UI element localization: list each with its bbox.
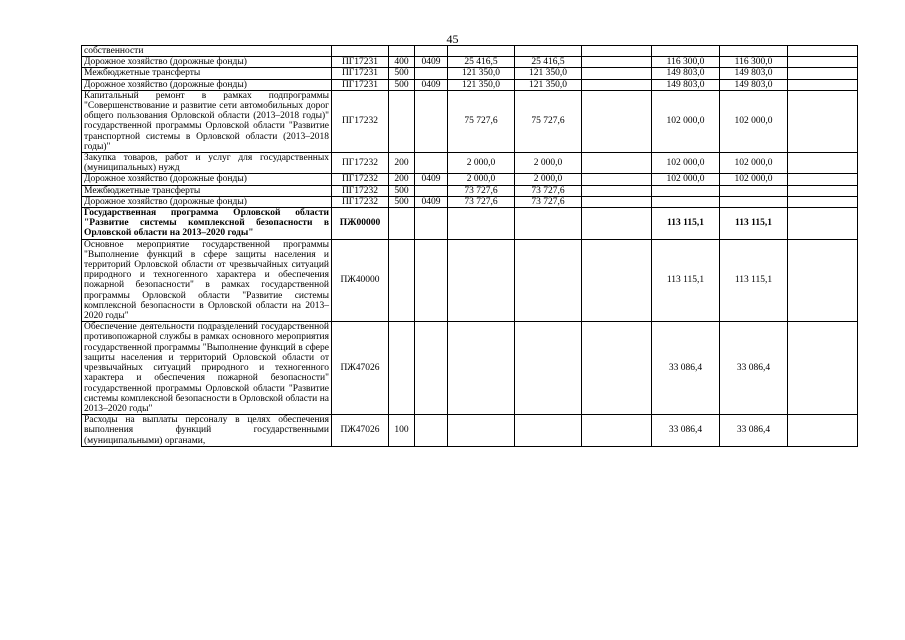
- row-amount-4: 102 000,0: [652, 90, 720, 152]
- row-expense-type: 400: [389, 57, 415, 68]
- row-target-code: ПГ17232: [332, 153, 389, 174]
- row-amount-5: 102 000,0: [720, 174, 788, 185]
- row-amount-2: [515, 415, 582, 447]
- row-amount-6: [788, 57, 858, 68]
- row-target-code: ПГ17231: [332, 57, 389, 68]
- row-amount-2: 73 727,6: [515, 196, 582, 207]
- row-description: Основное мероприятие государственной программы "Выполнение функций в сфере защиты населения и территорий Орловской области от чрезвычайных ситуаций природного и техногенного характера и обеспечения пожарной безопасности" в рамках государственной программы Орловской области "Развитие системы комплексной безопасности в Орловской области на 2013–2020 годы": [82, 239, 332, 322]
- row-amount-5: 113 115,1: [720, 208, 788, 240]
- row-amount-2: 2 000,0: [515, 153, 582, 174]
- row-amount-3: [582, 153, 652, 174]
- row-section-code: [415, 90, 448, 152]
- row-amount-4: 33 086,4: [652, 322, 720, 415]
- table-row: [82, 185, 858, 196]
- row-amount-3: [582, 57, 652, 68]
- row-amount-5: 113 115,1: [720, 239, 788, 322]
- row-description: Дорожное хозяйство (дорожные фонды): [82, 174, 332, 185]
- row-target-code: ПГ17232: [332, 90, 389, 152]
- row-expense-type: [389, 90, 415, 152]
- row-expense-type: [389, 322, 415, 415]
- row-amount-3: [582, 208, 652, 240]
- row-section-code: [415, 46, 448, 57]
- row-section-code: [415, 153, 448, 174]
- row-expense-type: 500: [389, 196, 415, 207]
- row-amount-4: 33 086,4: [652, 415, 720, 447]
- row-amount-5: [720, 196, 788, 207]
- row-target-code: ПЖ00000: [332, 208, 389, 240]
- row-amount-2: [515, 208, 582, 240]
- row-target-code: ПЖ40000: [332, 239, 389, 322]
- row-amount-4: [652, 46, 720, 57]
- row-amount-1: [448, 322, 515, 415]
- row-amount-6: [788, 208, 858, 240]
- row-expense-type: 500: [389, 79, 415, 90]
- row-amount-6: [788, 46, 858, 57]
- page-number: 45: [446, 32, 459, 46]
- row-amount-4: [652, 185, 720, 196]
- row-target-code: ПГ17231: [332, 79, 389, 90]
- row-amount-1: 73 727,6: [448, 185, 515, 196]
- table-row: [82, 79, 858, 90]
- row-amount-1: 2 000,0: [448, 174, 515, 185]
- row-amount-4: 149 803,0: [652, 68, 720, 79]
- row-amount-3: [582, 174, 652, 185]
- row-description: Межбюджетные трансферты: [82, 68, 332, 79]
- row-amount-5: 116 300,0: [720, 57, 788, 68]
- row-amount-6: [788, 322, 858, 415]
- row-amount-2: 75 727,6: [515, 90, 582, 152]
- row-amount-6: [788, 196, 858, 207]
- table-row: [82, 239, 858, 322]
- row-section-code: [415, 208, 448, 240]
- row-description: собственности: [82, 46, 332, 57]
- row-amount-1: [448, 415, 515, 447]
- row-amount-4: 116 300,0: [652, 57, 720, 68]
- row-amount-1: 121 350,0: [448, 79, 515, 90]
- table-row: [82, 153, 858, 174]
- row-amount-3: [582, 322, 652, 415]
- row-section-code: [415, 415, 448, 447]
- row-expense-type: 200: [389, 153, 415, 174]
- row-amount-2: 73 727,6: [515, 185, 582, 196]
- row-section-code: 0409: [415, 174, 448, 185]
- row-amount-5: 33 086,4: [720, 415, 788, 447]
- row-expense-type: 500: [389, 68, 415, 79]
- table-row: [82, 415, 858, 447]
- row-section-code: 0409: [415, 57, 448, 68]
- row-amount-4: 113 115,1: [652, 208, 720, 240]
- row-amount-2: [515, 239, 582, 322]
- row-amount-4: 102 000,0: [652, 153, 720, 174]
- table-row: [82, 90, 858, 152]
- row-amount-6: [788, 68, 858, 79]
- row-amount-2: 2 000,0: [515, 174, 582, 185]
- row-amount-6: [788, 90, 858, 152]
- row-target-code: ПГ17231: [332, 68, 389, 79]
- row-target-code: [332, 46, 389, 57]
- row-amount-2: 121 350,0: [515, 79, 582, 90]
- row-section-code: [415, 185, 448, 196]
- row-amount-2: [515, 322, 582, 415]
- row-amount-4: 113 115,1: [652, 239, 720, 322]
- row-section-code: 0409: [415, 79, 448, 90]
- row-description: Дорожное хозяйство (дорожные фонды): [82, 57, 332, 68]
- row-target-code: ПЖ47026: [332, 322, 389, 415]
- row-amount-6: [788, 185, 858, 196]
- table-row: [82, 46, 858, 57]
- row-amount-3: [582, 415, 652, 447]
- row-target-code: ПЖ47026: [332, 415, 389, 447]
- row-amount-2: 121 350,0: [515, 68, 582, 79]
- row-amount-6: [788, 79, 858, 90]
- row-amount-1: [448, 239, 515, 322]
- row-amount-5: 149 803,0: [720, 68, 788, 79]
- row-amount-3: [582, 46, 652, 57]
- row-amount-4: 102 000,0: [652, 174, 720, 185]
- row-description: Межбюджетные трансферты: [82, 185, 332, 196]
- row-amount-5: 33 086,4: [720, 322, 788, 415]
- row-description: Дорожное хозяйство (дорожные фонды): [82, 196, 332, 207]
- row-amount-5: [720, 46, 788, 57]
- row-expense-type: 200: [389, 174, 415, 185]
- row-section-code: 0409: [415, 196, 448, 207]
- row-amount-2: 25 416,5: [515, 57, 582, 68]
- row-amount-5: 102 000,0: [720, 90, 788, 152]
- row-amount-4: [652, 196, 720, 207]
- row-amount-3: [582, 196, 652, 207]
- row-amount-3: [582, 185, 652, 196]
- row-target-code: ПГ17232: [332, 185, 389, 196]
- row-section-code: [415, 68, 448, 79]
- table-row: [82, 208, 858, 240]
- row-description: Дорожное хозяйство (дорожные фонды): [82, 79, 332, 90]
- row-target-code: ПГ17232: [332, 174, 389, 185]
- row-amount-3: [582, 239, 652, 322]
- row-amount-6: [788, 239, 858, 322]
- row-amount-1: 25 416,5: [448, 57, 515, 68]
- row-expense-type: [389, 46, 415, 57]
- row-amount-6: [788, 415, 858, 447]
- row-amount-5: [720, 185, 788, 196]
- row-description: Государственная программа Орловской области "Развитие системы комплексной безопасности в Орловской области на 2013–2020 годы": [82, 208, 332, 240]
- table-row: [82, 174, 858, 185]
- row-amount-6: [788, 153, 858, 174]
- table-row: [82, 57, 858, 68]
- row-amount-5: 102 000,0: [720, 153, 788, 174]
- row-description: Расходы на выплаты персоналу в целях обеспечения выполнения функций государственными (муниципальными) органами,: [82, 415, 332, 447]
- row-amount-1: 121 350,0: [448, 68, 515, 79]
- row-expense-type: 500: [389, 185, 415, 196]
- row-amount-6: [788, 174, 858, 185]
- row-section-code: [415, 322, 448, 415]
- table-row: [82, 322, 858, 415]
- budget-table: [81, 45, 858, 447]
- row-expense-type: [389, 208, 415, 240]
- row-amount-3: [582, 68, 652, 79]
- table-row: [82, 68, 858, 79]
- row-description: Закупка товаров, работ и услуг для государственных (муниципальных) нужд: [82, 153, 332, 174]
- row-expense-type: [389, 239, 415, 322]
- row-amount-1: [448, 208, 515, 240]
- row-amount-2: [515, 46, 582, 57]
- row-amount-3: [582, 90, 652, 152]
- row-amount-1: 2 000,0: [448, 153, 515, 174]
- row-target-code: ПГ17232: [332, 196, 389, 207]
- row-amount-5: 149 803,0: [720, 79, 788, 90]
- row-expense-type: 100: [389, 415, 415, 447]
- table-row: [82, 196, 858, 207]
- row-amount-1: 73 727,6: [448, 196, 515, 207]
- row-description: Капитальный ремонт в рамках подпрограммы "Совершенствование и развитие сети автомобильных дорог общего пользования Орловской области (2013–2018 годы)" государственной программы Орловской области "Развитие транспортной системы в Орловской области (2013–2018 годы)": [82, 90, 332, 152]
- row-amount-3: [582, 79, 652, 90]
- row-amount-1: [448, 46, 515, 57]
- row-amount-1: 75 727,6: [448, 90, 515, 152]
- row-amount-4: 149 803,0: [652, 79, 720, 90]
- row-section-code: [415, 239, 448, 322]
- row-description: Обеспечение деятельности подразделений государственной противопожарной службы в рамках основного мероприятия государственной программы "Выполнение функций в сфере защиты населения и территорий Орловской области от чрезвычайных ситуаций природного и техногенного характера и обеспечения пожарной безопасности" государственной программы Орловской области "Развитие системы комплексной безопасности в Орловской области на 2013–2020 годы": [82, 322, 332, 415]
